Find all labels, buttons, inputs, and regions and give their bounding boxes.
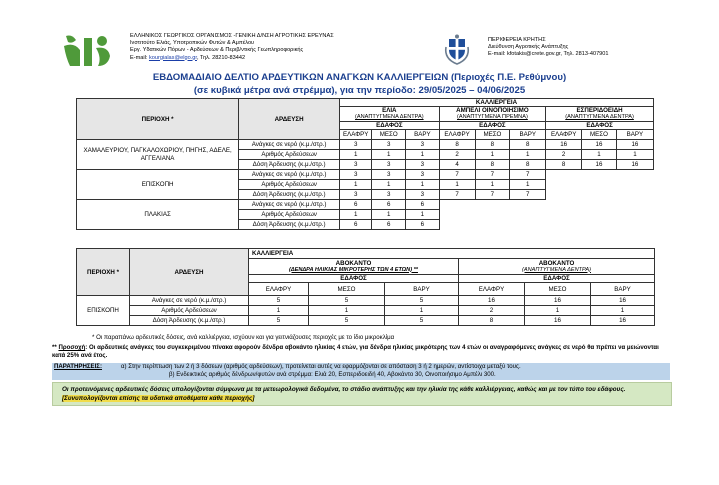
- cell-value: 2: [459, 306, 525, 316]
- email-link[interactable]: kourgialas@elgo.gr: [148, 54, 197, 61]
- cell-value: 1: [385, 306, 459, 316]
- cell-value: 16: [616, 140, 653, 150]
- cell-value: 6: [406, 200, 440, 210]
- cell-value: 1: [372, 150, 406, 160]
- cell-value: 1: [616, 150, 653, 160]
- cell-value: 3: [372, 140, 406, 150]
- cell-value: 1: [340, 210, 372, 220]
- soil-medium: ΜΕΣΟ: [475, 130, 510, 140]
- soil-light: ΕΛΑΦΡΥ: [439, 130, 475, 140]
- crop-header-citrus: [546, 107, 654, 122]
- bulletin-title: ΕΒΔΟΜΑΔΙΑΙΟ ΔΕΛΤΙΟ ΑΡΔΕΥΤΙΚΩΝ ΑΝΑΓΚΩΝ ΚΑΛΛΙΕΡΓΕΙΩΝ (Περιοχές Π.Ε. Ρεθύμνου): [152, 72, 567, 83]
- irrigation-column-header: ΑΡΔΕΥΣΗ: [239, 99, 340, 140]
- cell-value: 6: [372, 200, 406, 210]
- area-name: ΕΠΙΣΚΟΠΗ: [77, 170, 239, 200]
- cell-value: 16: [616, 160, 653, 170]
- soil-header: ΕΔΑΦΟΣ: [439, 122, 546, 130]
- area-name: ΕΠΙΣΚΟΠΗ: [77, 296, 130, 326]
- cell-value: 1: [309, 306, 385, 316]
- crop-subtitle: (ΑΝΑΠΤΥΓΜΕΝΑ ΔΕΝΤΡΑ): [355, 114, 424, 120]
- crop-name: ΕΣΠΕΡΙΔΟΕΙΔΗ: [576, 107, 623, 114]
- table-row: [77, 316, 655, 326]
- cell-value: 16: [525, 316, 591, 326]
- row-label: Ανάγκες σε νερό (κ.μ./στρ.): [239, 140, 340, 150]
- cell-value: 3: [340, 140, 372, 150]
- cell-value: 3: [372, 160, 406, 170]
- remarks-box: [52, 363, 670, 380]
- irrigation-table-avocado: [76, 248, 655, 326]
- org-left-email-line: [130, 55, 334, 62]
- cell-value: 8: [475, 140, 510, 150]
- org-left-line-1: ΕΛΛΗΝΙΚΟΣ ΓΕΩΡΓΙΚΟΣ ΟΡΓΑΝΙΣΜΟΣ -ΓΕΝΙΚΗ Δ/ΝΣΗ ΑΓΡΟΤΙΚΗΣ ΕΡΕΥΝΑΣ: [130, 33, 334, 39]
- soil-medium: ΜΕΣΟ: [525, 283, 591, 296]
- irrigation-column-header: ΑΡΔΕΥΣΗ: [130, 249, 249, 296]
- cell-value: 3: [340, 170, 372, 180]
- cell-value: 1: [525, 306, 591, 316]
- advisory-note-box: [52, 382, 672, 406]
- cell-value: 3: [372, 170, 406, 180]
- soil-heavy: ΒΑΡΥ: [616, 130, 653, 140]
- advisory-text: Οι προτεινόμενες αρδευτικές δόσεις υπολογίζονται σύμφωνα με τα μετεωρολογικά δεδομένα, το στάδιο ανάπτυξης και την ηλικία της κάθε καλλιέργειας, καθώς και με τον τύπο του εδάφους.: [62, 386, 626, 393]
- cell-value: 6: [340, 200, 372, 210]
- elgo-logo-icon: [62, 32, 112, 68]
- footnote-avocado-warning: [52, 344, 672, 360]
- soil-header: ΕΔΑΦΟΣ: [546, 122, 654, 130]
- cell-value: 2: [439, 150, 475, 160]
- cell-value: 1: [510, 150, 546, 160]
- crop-header-avocado-mature: [459, 259, 655, 275]
- org-right-line-3: E-mail: kfotakis@crete.gov.gr, Τηλ. 2813-407901: [488, 51, 609, 58]
- crop-subtitle: (ΑΝΑΠΤΥΓΜΕΝΑ ΔΕΝΤΡΑ): [565, 114, 634, 120]
- cell-value: 8: [510, 160, 546, 170]
- cell-value: 16: [591, 316, 655, 326]
- cell-value: 1: [406, 150, 440, 160]
- cell-value: 3: [406, 140, 440, 150]
- soil-heavy: ΒΑΡΥ: [385, 283, 459, 296]
- soil-medium: ΜΕΣΟ: [372, 130, 406, 140]
- cell-value: 16: [459, 296, 525, 306]
- row-label: Δόση Άρδευσης (κ.μ./στρ.): [239, 220, 340, 230]
- empty-cell: [616, 170, 653, 200]
- soil-light: ΕΛΑΦΡΥ: [459, 283, 525, 296]
- row-label: Αριθμός Αρδεύσεων: [239, 150, 340, 160]
- org-left-line-2: Ινστιτούτο Ελιάς, Υποτροπικών Φυτών & Αμπέλου: [130, 40, 255, 47]
- note-warning-text: : Οι αρδευτικές ανάγκες του συγκεκριμένου πίνακα αφορούν δένδρα αβοκάντο ηλικίας 4 ετών, για δένδρα ηλικίας μικρότερης των 4 ετών οι αναγραφόμενες ανάγκες σε νερό θα πρέπει να μειώνονται κατά 25% ανά έτος.: [52, 344, 659, 359]
- remark-b: β) Ενδεικτικός αριθμός δένδρων/φυτών ανά στρέμμα: Ελιά 20, Εσπεριδοειδή 40, Αβοκάντο 30, Οινοποιήσιμο Αμπέλι 300.: [169, 371, 496, 379]
- soil-header: ΕΔΑΦΟΣ: [340, 122, 440, 130]
- remark-a: α) Στην περίπτωση των 2 ή 3 δόσεων (αριθμός αρδεύσεων), προτείνεται αυτές να εφαρμόζονται σε απόσταση 3 ή 2 ημερών, αντίστοιχα μεταξύ τους.: [121, 363, 521, 370]
- crops-header: ΚΑΛΛΙΕΡΓΕΙΑ: [249, 249, 655, 259]
- cell-value: 6: [372, 220, 406, 230]
- cell-value: 4: [439, 160, 475, 170]
- email-phone: , Τηλ. 28210-83442: [196, 54, 246, 61]
- soil-medium: ΜΕΣΟ: [582, 130, 617, 140]
- row-label: Ανάγκες σε νερό (κ.μ./στρ.): [239, 170, 340, 180]
- crop-subtitle: (ΑΝΑΠΤΥΓΜΕΝΑ ΠΡΕΜΝΑ): [456, 114, 528, 120]
- soil-light: ΕΛΑΦΡΥ: [546, 130, 582, 140]
- area-name: ΠΛΑΚΙΑΣ: [77, 200, 239, 230]
- cell-value: 16: [546, 140, 582, 150]
- organization-left-block: [130, 33, 334, 62]
- row-label: Δόση Άρδευσης (κ.μ./στρ.): [239, 160, 340, 170]
- cell-value: 16: [582, 140, 617, 150]
- cell-value: 3: [372, 190, 406, 200]
- soil-heavy: ΒΑΡΥ: [591, 283, 655, 296]
- cell-value: 5: [309, 296, 385, 306]
- area-column-header: ΠΕΡΙΟΧΗ *: [77, 99, 239, 140]
- bulletin-subtitle: (σε κυβικά μέτρα ανά στρέμμα), για την περίοδο: 29/05/2025 – 04/06/2025: [193, 85, 526, 96]
- cell-value: 1: [510, 180, 546, 190]
- cell-value: 3: [340, 160, 372, 170]
- cell-value: 3: [406, 160, 440, 170]
- email-prefix: E-mail:: [130, 54, 149, 61]
- crop-name: ΑΜΠΕΛΙ ΟΙΝΟΠΟΙΗΣΙΜΟ: [456, 107, 529, 114]
- row-label: Δόση Άρδευσης (κ.μ./στρ.): [130, 316, 249, 326]
- cell-value: 1: [475, 180, 510, 190]
- crop-subtitle: (ΔΕΝΔΡΑ ΗΛΙΚΙΑΣ ΜΙΚΡΟΤΕΡΗΣ ΤΩΝ 4 ΕΤΩΝ) **: [289, 266, 418, 273]
- soil-light: ΕΛΑΦΡΥ: [249, 283, 309, 296]
- crop-header-olive: [340, 107, 440, 122]
- cell-value: 6: [340, 220, 372, 230]
- soil-light: ΕΛΑΦΡΥ: [340, 130, 372, 140]
- crop-subtitle: (ΑΝΑΠΤΥΓΜΕΝΑ ΔΕΝΤΡΑ): [522, 266, 591, 273]
- soil-medium: ΜΕΣΟ: [309, 283, 385, 296]
- remarks-label: ΠΑΡΑΤΗΡΗΣΕΙΣ:: [54, 363, 102, 370]
- cell-value: 8: [546, 160, 582, 170]
- cell-value: 8: [510, 140, 546, 150]
- cell-value: 8: [439, 140, 475, 150]
- note-warning-label: Προσοχή: [58, 344, 86, 351]
- org-right-line-2: Διεύθυνση Αγροτικής Ανάπτυξης: [488, 44, 569, 51]
- crop-name: ΕΛΙΑ: [382, 107, 397, 114]
- cell-value: 1: [582, 150, 617, 160]
- cell-value: 5: [309, 316, 385, 326]
- crop-name: ΑΒΟΚΑΝΤΟ: [538, 259, 575, 267]
- cell-value: 3: [406, 190, 440, 200]
- cell-value: 1: [439, 180, 475, 190]
- cell-value: 1: [372, 210, 406, 220]
- row-label: Δόση Άρδευσης (κ.μ./στρ.): [239, 190, 340, 200]
- row-label: Αριθμός Αρδεύσεων: [239, 210, 340, 220]
- row-label: Ανάγκες σε νερό (κ.μ./στρ.): [239, 200, 340, 210]
- table-row: [77, 306, 655, 316]
- cell-value: 3: [340, 190, 372, 200]
- cell-value: 7: [439, 170, 475, 180]
- cell-value: 6: [406, 220, 440, 230]
- cell-value: 1: [372, 180, 406, 190]
- cell-value: 1: [475, 150, 510, 160]
- empty-cell: [439, 200, 653, 230]
- cell-value: 16: [525, 296, 591, 306]
- empty-cell: [582, 170, 617, 200]
- soil-heavy: ΒΑΡΥ: [406, 130, 440, 140]
- cell-value: 5: [249, 296, 309, 306]
- footnote-microclimate: * Οι παραπάνω αρδευτικές δόσεις, ανά καλλιέργεια, ισχύουν και για γειτνιάζουσες περιοχές με το ίδιο μικροκλίμα: [92, 334, 395, 341]
- area-name: ΧΑΜΑΛΕΥΡΙΟΥ, ΠΑΓΚΑΛΟΧΩΡΙΟΥ, ΠΗΓΗΣ, ΑΔΕΛΕ, ΑΓΓΕΛΙΑΝΑ: [77, 140, 239, 170]
- organization-right-block: [488, 37, 609, 59]
- cell-value: 3: [406, 170, 440, 180]
- cell-value: 5: [385, 296, 459, 306]
- cell-value: 8: [475, 160, 510, 170]
- cell-value: 16: [591, 296, 655, 306]
- cell-value: 1: [340, 180, 372, 190]
- cell-value: 1: [406, 210, 440, 220]
- empty-cell: [546, 170, 582, 200]
- advisory-highlight: [Συνυπολογίζονται επίσης τα υδατικά αποθέματα κάθε περιοχής]: [62, 395, 255, 402]
- cell-value: 7: [439, 190, 475, 200]
- crops-header: ΚΑΛΛΙΕΡΓΕΙΑ: [340, 99, 654, 107]
- table-row: [77, 170, 654, 180]
- cell-value: 8: [459, 316, 525, 326]
- cell-value: 2: [546, 150, 582, 160]
- cell-value: 1: [340, 150, 372, 160]
- cell-value: 7: [510, 190, 546, 200]
- area-column-header: ΠΕΡΙΟΧΗ *: [77, 249, 130, 296]
- org-right-line-1: ΠΕΡΙΦΕΡΕΙΑ ΚΡΗΤΗΣ: [488, 37, 546, 43]
- table-row: [77, 296, 655, 306]
- row-label: Αριθμός Αρδεύσεων: [130, 306, 249, 316]
- cell-value: 1: [249, 306, 309, 316]
- cell-value: 7: [475, 190, 510, 200]
- table-row: [77, 140, 654, 150]
- cell-value: 1: [591, 306, 655, 316]
- cell-value: 5: [385, 316, 459, 326]
- cell-value: 1: [406, 180, 440, 190]
- row-label: Αριθμός Αρδεύσεων: [239, 180, 340, 190]
- table-row: [77, 200, 654, 210]
- cell-value: 5: [249, 316, 309, 326]
- crop-name: ΑΒΟΚΑΝΤΟ: [335, 259, 372, 267]
- page-header: [0, 0, 719, 70]
- crop-header-avocado-young: [249, 259, 459, 275]
- cell-value: 7: [475, 170, 510, 180]
- irrigation-table-main: [76, 98, 654, 230]
- crop-header-vine: [439, 107, 546, 122]
- cell-value: 7: [510, 170, 546, 180]
- cell-value: 16: [582, 160, 617, 170]
- org-left-line-3: Εργ. Υδατικών Πόρων - Αρδεύσεων & Περιβ/ντικής Γεωπληροφορικής: [130, 47, 304, 54]
- soil-header: ΕΔΑΦΟΣ: [249, 275, 459, 283]
- note-marker: **: [52, 344, 59, 351]
- soil-header: ΕΔΑΦΟΣ: [459, 275, 655, 283]
- greek-emblem-icon: [442, 33, 472, 65]
- row-label: Ανάγκες σε νερό (κ.μ./στρ.): [130, 296, 249, 306]
- soil-heavy: ΒΑΡΥ: [510, 130, 546, 140]
